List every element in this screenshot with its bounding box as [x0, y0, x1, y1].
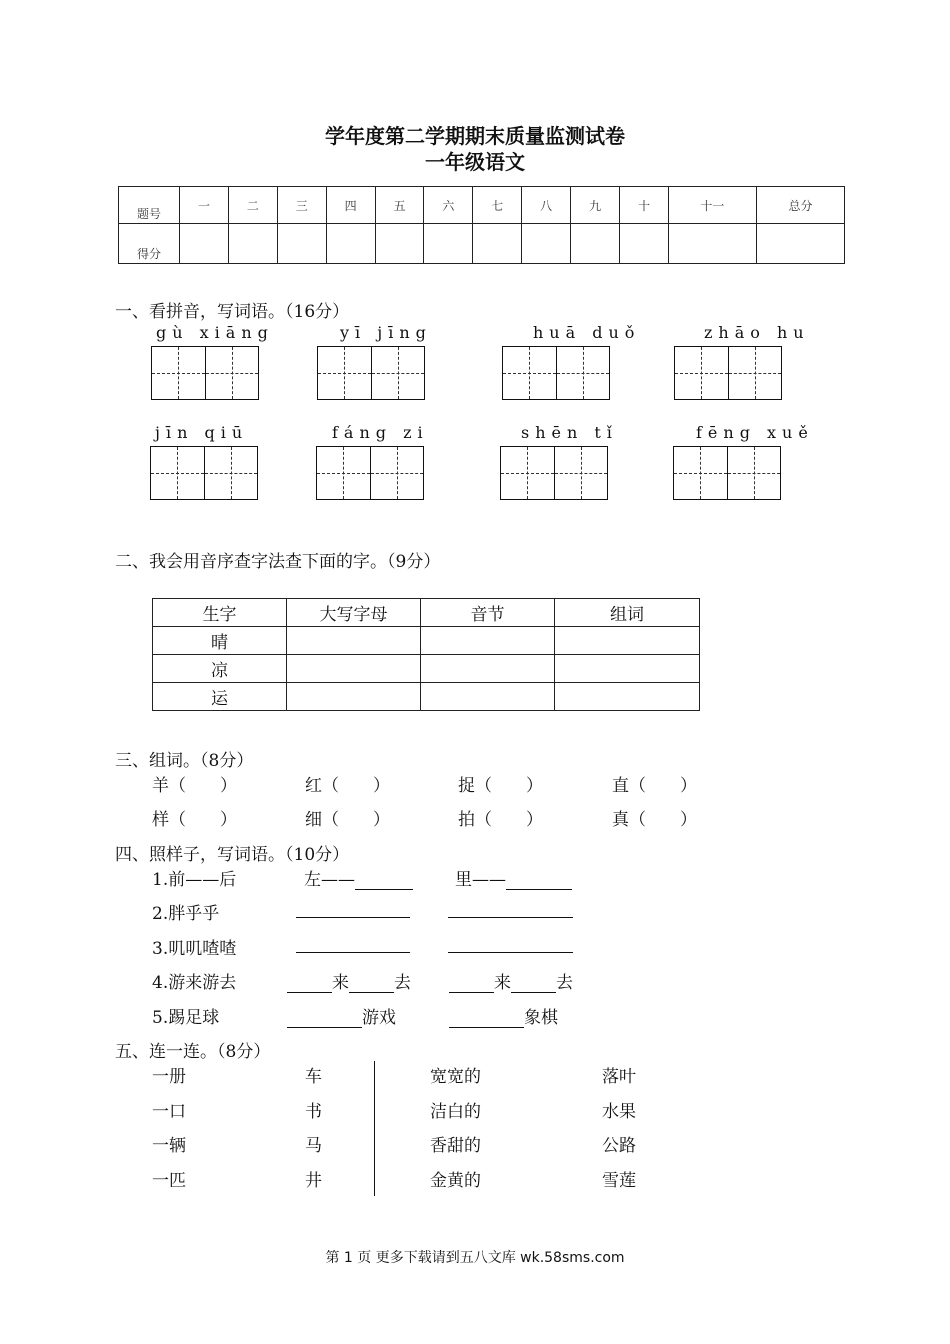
- q2-heading: 二、我会用音序查字法查下面的字。（9分）: [115, 552, 441, 572]
- lookup-char: 凉: [153, 655, 287, 683]
- word-blank[interactable]: 样（ ）: [152, 810, 237, 830]
- score-header-cell: 题号: [119, 187, 180, 224]
- exam-subtitle: 一年级语文: [425, 150, 525, 174]
- score-input-cell[interactable]: [375, 224, 424, 264]
- score-input-cell[interactable]: [668, 224, 756, 264]
- score-input-cell[interactable]: [326, 224, 375, 264]
- answer-cell[interactable]: [555, 655, 700, 683]
- q4-heading: 四、照样子，写词语。（10分）: [115, 845, 350, 865]
- pattern-fill: [449, 1003, 558, 1028]
- q1-heading: 一、看拼音，写词语。（16分）: [115, 302, 350, 322]
- page-footer: 第 1 页 更多下载请到五八文库 wk.58sms.com: [325, 1250, 625, 1266]
- score-input-cell[interactable]: [522, 224, 571, 264]
- pattern-word: 去: [394, 973, 411, 993]
- pattern-fill: [287, 1003, 396, 1028]
- score-header-cell: 六: [424, 187, 473, 224]
- score-input-cell[interactable]: [180, 224, 229, 264]
- pattern-fill: [449, 968, 573, 993]
- pattern-word: 来: [494, 973, 511, 993]
- q3-heading: 三、组词。（8分）: [115, 751, 254, 771]
- score-input-cell[interactable]: [756, 224, 844, 264]
- score-value-row: [119, 224, 845, 264]
- pattern-word: 去: [556, 973, 573, 993]
- answer-cell[interactable]: [421, 627, 555, 655]
- score-header-cell: 八: [522, 187, 571, 224]
- score-input-cell[interactable]: [620, 224, 669, 264]
- match-item[interactable]: 一口: [152, 1102, 186, 1122]
- table-row: [153, 655, 700, 683]
- antonym-prompt: [304, 865, 413, 890]
- score-header-cell: 十一: [668, 187, 756, 224]
- answer-cell[interactable]: [287, 627, 421, 655]
- lookup-header: 大写字母: [287, 599, 421, 627]
- score-header-cell: 十: [620, 187, 669, 224]
- answer-cell[interactable]: [555, 683, 700, 711]
- word-blank[interactable]: 细（ ）: [305, 810, 390, 830]
- example-label: 4.游来游去: [152, 973, 237, 993]
- lookup-table: [152, 598, 700, 711]
- score-header-cell: 总分: [756, 187, 844, 224]
- score-header-cell: 四: [326, 187, 375, 224]
- exam-title: 学年度第二学期期末质量监测试卷: [325, 124, 625, 148]
- writing-grid[interactable]: [151, 346, 259, 400]
- match-item[interactable]: 一匹: [152, 1171, 186, 1191]
- answer-cell[interactable]: [555, 627, 700, 655]
- answer-line[interactable]: [448, 899, 573, 918]
- score-table: [118, 186, 845, 264]
- answer-line[interactable]: [349, 974, 394, 993]
- score-input-cell[interactable]: [277, 224, 326, 264]
- answer-line[interactable]: [287, 1009, 362, 1028]
- example-label: 3.叽叽喳喳: [152, 939, 237, 959]
- table-row: [153, 683, 700, 711]
- score-input-cell[interactable]: [473, 224, 522, 264]
- pinyin-label: jīn qiū: [155, 423, 249, 442]
- lookup-header: 组词: [555, 599, 700, 627]
- answer-line[interactable]: [296, 934, 410, 953]
- match-item[interactable]: 金黄的: [430, 1171, 481, 1191]
- pinyin-label: gù xiāng: [156, 323, 274, 342]
- score-header-cell: 九: [571, 187, 620, 224]
- match-item[interactable]: 一册: [152, 1067, 186, 1087]
- lookup-char: 运: [153, 683, 287, 711]
- pattern-fill: [287, 968, 411, 993]
- word-blank[interactable]: 直（ ）: [612, 776, 697, 796]
- word-blank[interactable]: 真（ ）: [612, 810, 697, 830]
- score-header-cell: 七: [473, 187, 522, 224]
- antonym-word: 左——: [304, 870, 355, 890]
- match-item[interactable]: 落叶: [602, 1067, 636, 1087]
- writing-grid[interactable]: [316, 446, 424, 500]
- score-header-cell: 二: [228, 187, 277, 224]
- lookup-header: 音节: [421, 599, 555, 627]
- answer-cell[interactable]: [421, 683, 555, 711]
- match-item[interactable]: 宽宽的: [430, 1067, 481, 1087]
- pattern-word: 来: [332, 973, 349, 993]
- example-label: 2.胖乎乎: [152, 904, 220, 924]
- match-item[interactable]: 马: [305, 1136, 322, 1156]
- writing-grid[interactable]: [317, 346, 425, 400]
- pattern-word: 游戏: [362, 1008, 396, 1028]
- score-header-cell: 五: [375, 187, 424, 224]
- pinyin-label: shēn tǐ: [521, 423, 618, 442]
- table-row: [153, 627, 700, 655]
- match-item[interactable]: 车: [305, 1067, 322, 1087]
- score-input-cell[interactable]: [571, 224, 620, 264]
- writing-grid[interactable]: [673, 446, 781, 500]
- answer-cell[interactable]: [287, 683, 421, 711]
- pattern-word: 象棋: [524, 1008, 558, 1028]
- pinyin-label: fēng xuě: [696, 423, 814, 442]
- writing-grid[interactable]: [502, 346, 610, 400]
- match-item[interactable]: 水果: [602, 1102, 636, 1122]
- lookup-char: 晴: [153, 627, 287, 655]
- match-item[interactable]: 雪莲: [602, 1171, 636, 1191]
- answer-line[interactable]: [506, 871, 572, 890]
- example-label: 1.前——后: [152, 870, 237, 890]
- word-blank[interactable]: 捉（ ）: [458, 776, 543, 796]
- answer-line[interactable]: [355, 871, 413, 890]
- pinyin-label: fáng zi: [332, 423, 429, 442]
- lookup-header-row: [153, 599, 700, 627]
- match-item[interactable]: 洁白的: [430, 1102, 481, 1122]
- match-item[interactable]: 香甜的: [430, 1136, 481, 1156]
- match-item[interactable]: 公路: [602, 1136, 636, 1156]
- answer-line[interactable]: [449, 974, 494, 993]
- writing-grid[interactable]: [150, 446, 258, 500]
- match-item[interactable]: 一辆: [152, 1136, 186, 1156]
- answer-line[interactable]: [296, 899, 410, 918]
- pinyin-label: yī jīng: [340, 323, 432, 342]
- pinyin-label: huā duǒ: [533, 323, 641, 342]
- pinyin-label: zhāo hu: [704, 323, 810, 342]
- lookup-header: 生字: [153, 599, 287, 627]
- word-blank[interactable]: 羊（ ）: [152, 776, 237, 796]
- score-input-cell[interactable]: [424, 224, 473, 264]
- example-label: 5.踢足球: [152, 1008, 220, 1028]
- q5-heading: 五、连一连。（8分）: [115, 1042, 271, 1062]
- antonym-prompt: [455, 865, 572, 890]
- divider-line: [374, 1061, 375, 1196]
- antonym-word: 里——: [455, 870, 506, 890]
- score-header-cell: 一: [180, 187, 229, 224]
- answer-line[interactable]: [511, 974, 556, 993]
- word-blank[interactable]: 拍（ ）: [458, 810, 543, 830]
- match-item[interactable]: 井: [305, 1171, 322, 1191]
- answer-cell[interactable]: [287, 655, 421, 683]
- writing-grid[interactable]: [500, 446, 608, 500]
- answer-line[interactable]: [287, 974, 332, 993]
- score-header-cell: 三: [277, 187, 326, 224]
- writing-grid[interactable]: [674, 346, 782, 400]
- score-input-cell[interactable]: [228, 224, 277, 264]
- answer-cell[interactable]: [421, 655, 555, 683]
- score-row-label: 得分: [119, 224, 180, 264]
- word-blank[interactable]: 红（ ）: [305, 776, 390, 796]
- match-item[interactable]: 书: [305, 1102, 322, 1122]
- score-header-row: [119, 187, 845, 224]
- answer-line[interactable]: [449, 1009, 524, 1028]
- answer-line[interactable]: [448, 934, 573, 953]
